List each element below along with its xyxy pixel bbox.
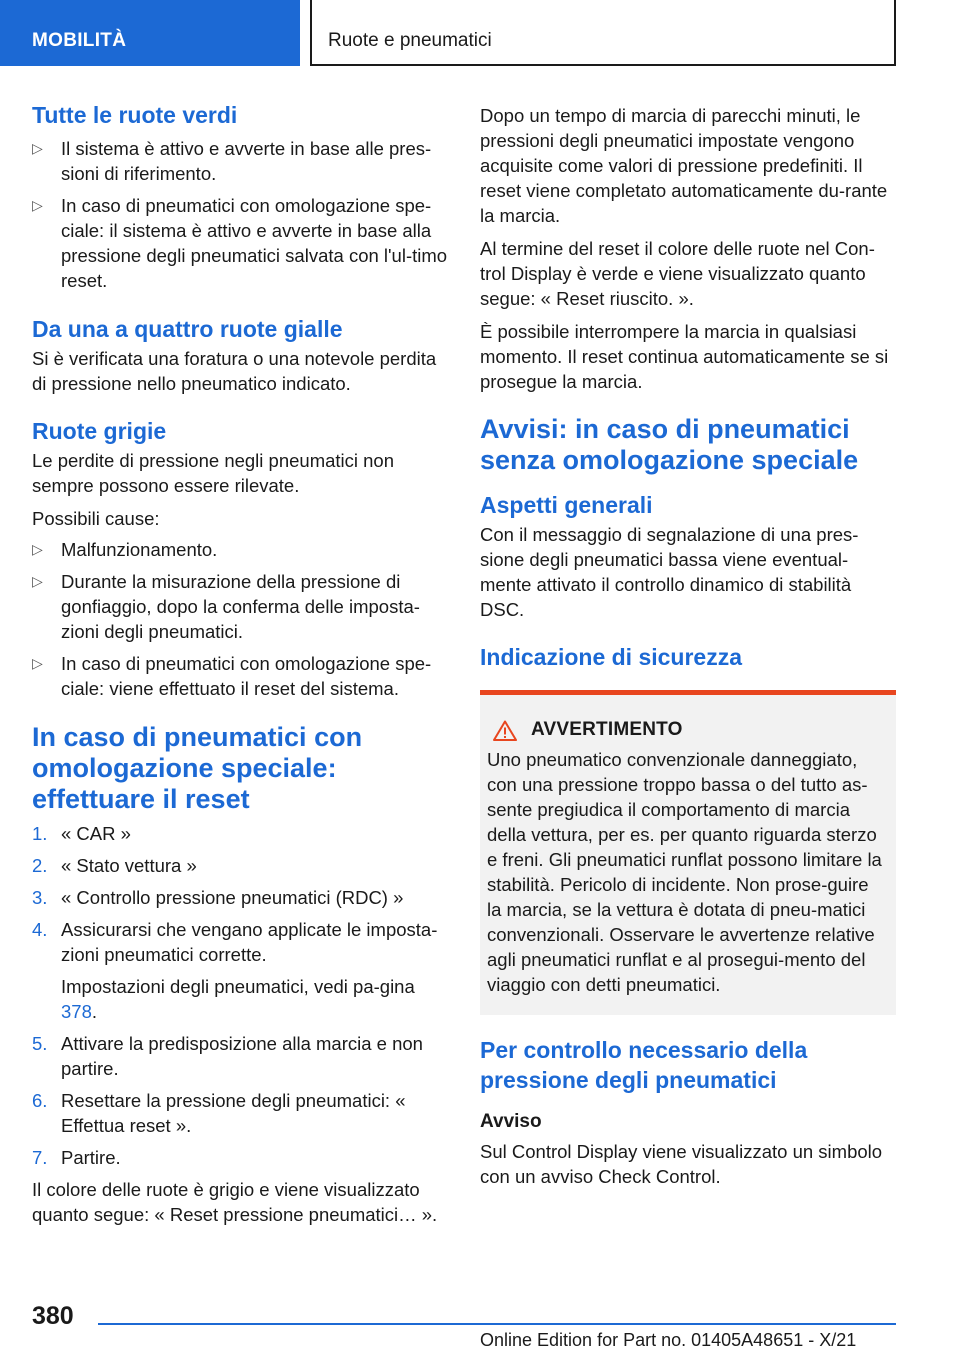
- chapter-header: [310, 0, 896, 66]
- list-item: 6. Resettare la pressione degli pneumatici: « Effettua reset ».: [32, 1090, 406, 1136]
- warning-triangle-icon: [493, 720, 517, 741]
- paragraph: Possibili cause:: [32, 508, 160, 529]
- heading-reset: In caso di pneumatici con omologazione speciale: effettuare il reset: [32, 722, 363, 814]
- warning-title: AVVERTIMENTO: [531, 719, 683, 740]
- paragraph: Sul Control Display viene visualizzato un simbolo con un avviso Check Control.: [480, 1141, 883, 1187]
- list-item: ▷ In caso di pneumatici con omologazione spe-ciale: il sistema è attivo e avverte in base alla pressione degli pneumatici salvata con l'ul-timo reset.: [32, 195, 448, 291]
- warning-box: [480, 690, 896, 1015]
- paragraph: Le perdite di pressione negli pneumatici non sempre possono essere rilevate.: [32, 450, 395, 496]
- warning-header: [493, 719, 888, 741]
- footer-edition: Online Edition for Part no. 01405A48651 - X/21: [480, 1330, 857, 1350]
- heading-safety: Indicazione di sicurezza: [480, 644, 743, 670]
- paragraph: Al termine del reset il colore delle ruote nel Con-trol Display è verde e viene visualizzato quanto segue: « Reset riuscito. ».: [480, 238, 875, 309]
- step-note: Impostazioni degli pneumatici, vedi pa-gina 378.: [61, 976, 415, 1022]
- paragraph: Il colore delle ruote è grigio e viene visualizzato quanto segue: « Reset pressione pneumatici… ».: [32, 1179, 438, 1225]
- list-item: 3. « Controllo pressione pneumatici (RDC) »: [32, 887, 404, 908]
- heading-pressure-check: Per controllo necessario della pressione degli pneumatici: [480, 1037, 808, 1093]
- list-item: 1. « CAR »: [32, 823, 131, 844]
- list-item: ▷ In caso di pneumatici con omologazione spe-ciale: viene effettuato il reset del sistema.: [32, 653, 432, 699]
- heading-green-wheels: Tutte le ruote verdi: [32, 102, 238, 128]
- warning-text: Uno pneumatico convenzionale danneggiato, con una pressione troppo bassa o del tutto as-sente pregiudica il comportamento di marcia della vettura, per es. per quanto riguarda sterzo e freni. Gli pneumatici runflat possono limitare la stabilità. Pericolo di incidente. Non prose-guire la marcia, se la vettura è dotata di pneu-matici convenzionali. Osservare le avvertenze relative agli pneumatici runflat e al prosegui-mento del viaggio con detti pneumatici.: [487, 749, 882, 995]
- paragraph: Con il messaggio di segnalazione di una pres-sione degli pneumatici bassa viene eventual-mente attivato il controllo dinamico di stabilità DSC.: [480, 524, 859, 620]
- list-item: ▷ Il sistema è attivo e avverte in base alle pres-sioni di riferimento.: [32, 138, 432, 184]
- heading-notice: Avviso: [480, 1111, 542, 1132]
- heading-general: Aspetti generali: [480, 492, 653, 518]
- triangle-bullet-icon: ▷: [32, 140, 43, 156]
- page-number: 380: [32, 1302, 74, 1330]
- heading-warnings: Avvisi: in caso di pneumatici senza omologazione speciale: [480, 414, 859, 475]
- heading-grey-wheels: Ruote grigie: [32, 418, 167, 444]
- causes-list: [32, 537, 448, 701]
- section-label: MOBILITÀ: [32, 30, 127, 51]
- reset-steps: [32, 821, 448, 1170]
- triangle-bullet-icon: ▷: [32, 197, 43, 213]
- paragraph: Si è verificata una foratura o una notevole perdita di pressione nello pneumatico indicato.: [32, 348, 437, 394]
- list-item: 4. Assicurarsi che vengano applicate le imposta-zioni pneumatici corrette. Impostazioni degli pneumatici, vedi pa-gina 378.: [32, 917, 448, 1024]
- right-column: [480, 100, 896, 1189]
- list-item: 7. Partire.: [32, 1147, 121, 1168]
- paragraph: È possibile interrompere la marcia in qualsiasi momento. Il reset continua automaticamente se si prosegue la marcia.: [480, 321, 889, 392]
- triangle-bullet-icon: ▷: [32, 655, 43, 671]
- chapter-title: Ruote e pneumatici: [328, 30, 492, 51]
- triangle-bullet-icon: ▷: [32, 541, 43, 557]
- list-item: 5. Attivare la predisposizione alla marcia e non partire.: [32, 1033, 423, 1079]
- page-link[interactable]: 378: [61, 1001, 92, 1022]
- heading-yellow-wheels: Da una a quattro ruote gialle: [32, 316, 343, 342]
- paragraph: Dopo un tempo di marcia di parecchi minuti, le pressioni degli pneumatici impostate vengono acquisite come valori di pressione predefiniti. Il reset viene completato automaticamente du-rante la marcia.: [480, 105, 888, 226]
- section-tab: [0, 0, 300, 66]
- list-item: ▷ Durante la misurazione della pressione di gonfiaggio, dopo la conferma delle imposta-zioni degli pneumatici.: [32, 571, 420, 642]
- list-item: ▷ Malfunzionamento.: [32, 539, 218, 560]
- list-item: 2. « Stato vettura »: [32, 855, 197, 876]
- triangle-bullet-icon: ▷: [32, 573, 43, 589]
- green-list: [32, 136, 448, 293]
- footer-divider: [98, 1323, 896, 1325]
- left-column: [32, 100, 448, 1227]
